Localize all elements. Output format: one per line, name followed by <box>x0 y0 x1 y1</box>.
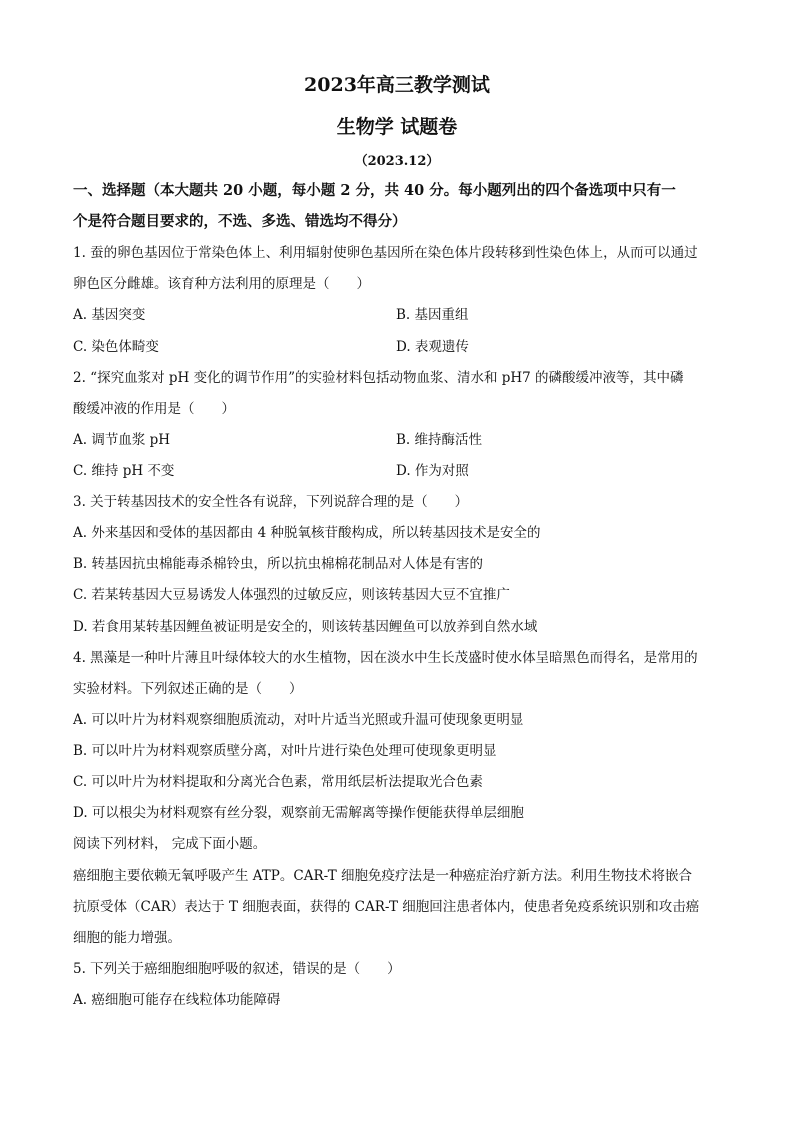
q2-option-b: B. 维持酶活性 <box>396 432 483 448</box>
reading-paragraph-line2: 抗原受体（CAR）表达于 T 细胞表面，获得的 CAR-T 细胞回注患者体内，使患者免疫系统识别和攻击癌 <box>73 899 700 915</box>
q2-option-a: A. 调节血浆 pH <box>73 432 171 448</box>
q1-stem-line1: 1. 蚕的卵色基因位于常染色体上、利用辐射使卵色基因所在染色体片段转移到性染色体上，从而可以通过 <box>73 245 698 261</box>
reading-paragraph-line3: 细胞的能力增强。 <box>73 930 181 946</box>
section-heading-line2: 个是符合题目要求的，不选、多选、错选均不得分） <box>73 213 407 230</box>
section-heading-line1: 一、选择题（本大题共 20 小题，每小题 2 分，共 40 分。每小题列出的四个备选项中只有一 <box>73 182 676 199</box>
q3-option-c: C. 若某转基因大豆易诱发人体强烈的过敏反应，则该转基因大豆不宜推广 <box>73 587 510 603</box>
q4-option-a: A. 可以叶片为材料观察细胞质流动，对叶片适当光照或升温可使现象更明显 <box>73 712 524 728</box>
q4-stem-line1: 4. 黑藻是一种叶片薄且叶绿体较大的水生植物，因在淡水中生长茂盛时使水体呈暗黑色而得名，是常用的 <box>73 650 698 666</box>
q1-stem-line2: 卵色区分雌雄。该育种方法利用的原理是（ ） <box>73 276 370 292</box>
reading-paragraph-line1: 癌细胞主要依赖无氧呼吸产生 ATP。CAR-T 细胞免疫疗法是一种癌症治疗新方法。利用生物技术将嵌合 <box>73 868 693 884</box>
q2-option-d: D. 作为对照 <box>396 463 469 479</box>
q3-option-a: A. 外来基因和受体的基因都由 4 种脱氧核苷酸构成，所以转基因技术是安全的 <box>73 525 541 541</box>
exam-date: （2023.12） <box>354 154 440 169</box>
q2-option-c: C. 维持 pH 不变 <box>73 463 175 479</box>
q1-option-c: C. 染色体畸变 <box>73 339 159 355</box>
q4-option-c: C. 可以叶片为材料提取和分离光合色素，常用纸层析法提取光合色素 <box>73 774 483 790</box>
q4-option-b: B. 可以叶片为材料观察质壁分离，对叶片进行染色处理可使现象更明显 <box>73 743 497 759</box>
q3-stem: 3. 关于转基因技术的安全性各有说辞，下列说辞合理的是（ ） <box>73 494 469 510</box>
q1-option-b: B. 基因重组 <box>396 307 469 323</box>
q5-option-a: A. 癌细胞可能存在线粒体功能障碍 <box>73 992 281 1008</box>
q5-stem: 5. 下列关于癌细胞细胞呼吸的叙述，错误的是（ ） <box>73 961 401 977</box>
reading-intro: 阅读下列材料， 完成下面小题。 <box>73 836 267 852</box>
q1-option-a: A. 基因突变 <box>73 307 146 323</box>
q4-stem-line2: 实验材料。下列叙述正确的是（ ） <box>73 681 303 697</box>
q2-stem-line1: 2. “探究血浆对 pH 变化的调节作用”的实验材料包括动物血浆、清水和 pH7 的磷酸缓冲液等，其中磷 <box>73 370 684 386</box>
exam-title: 2023年高三教学测试 <box>304 74 490 96</box>
q2-stem-line2: 酸缓冲液的作用是（ ） <box>73 401 235 417</box>
q1-option-d: D. 表观遗传 <box>396 339 469 355</box>
q3-option-b: B. 转基因抗虫棉能毒杀棉铃虫，所以抗虫棉棉花制品对人体是有害的 <box>73 556 484 572</box>
exam-subtitle: 生物学 试题卷 <box>336 116 458 138</box>
q4-option-d: D. 可以根尖为材料观察有丝分裂，观察前无需解离等操作便能获得单层细胞 <box>73 805 524 821</box>
q3-option-d: D. 若食用某转基因鲤鱼被证明是安全的，则该转基因鲤鱼可以放养到自然水域 <box>73 619 538 635</box>
